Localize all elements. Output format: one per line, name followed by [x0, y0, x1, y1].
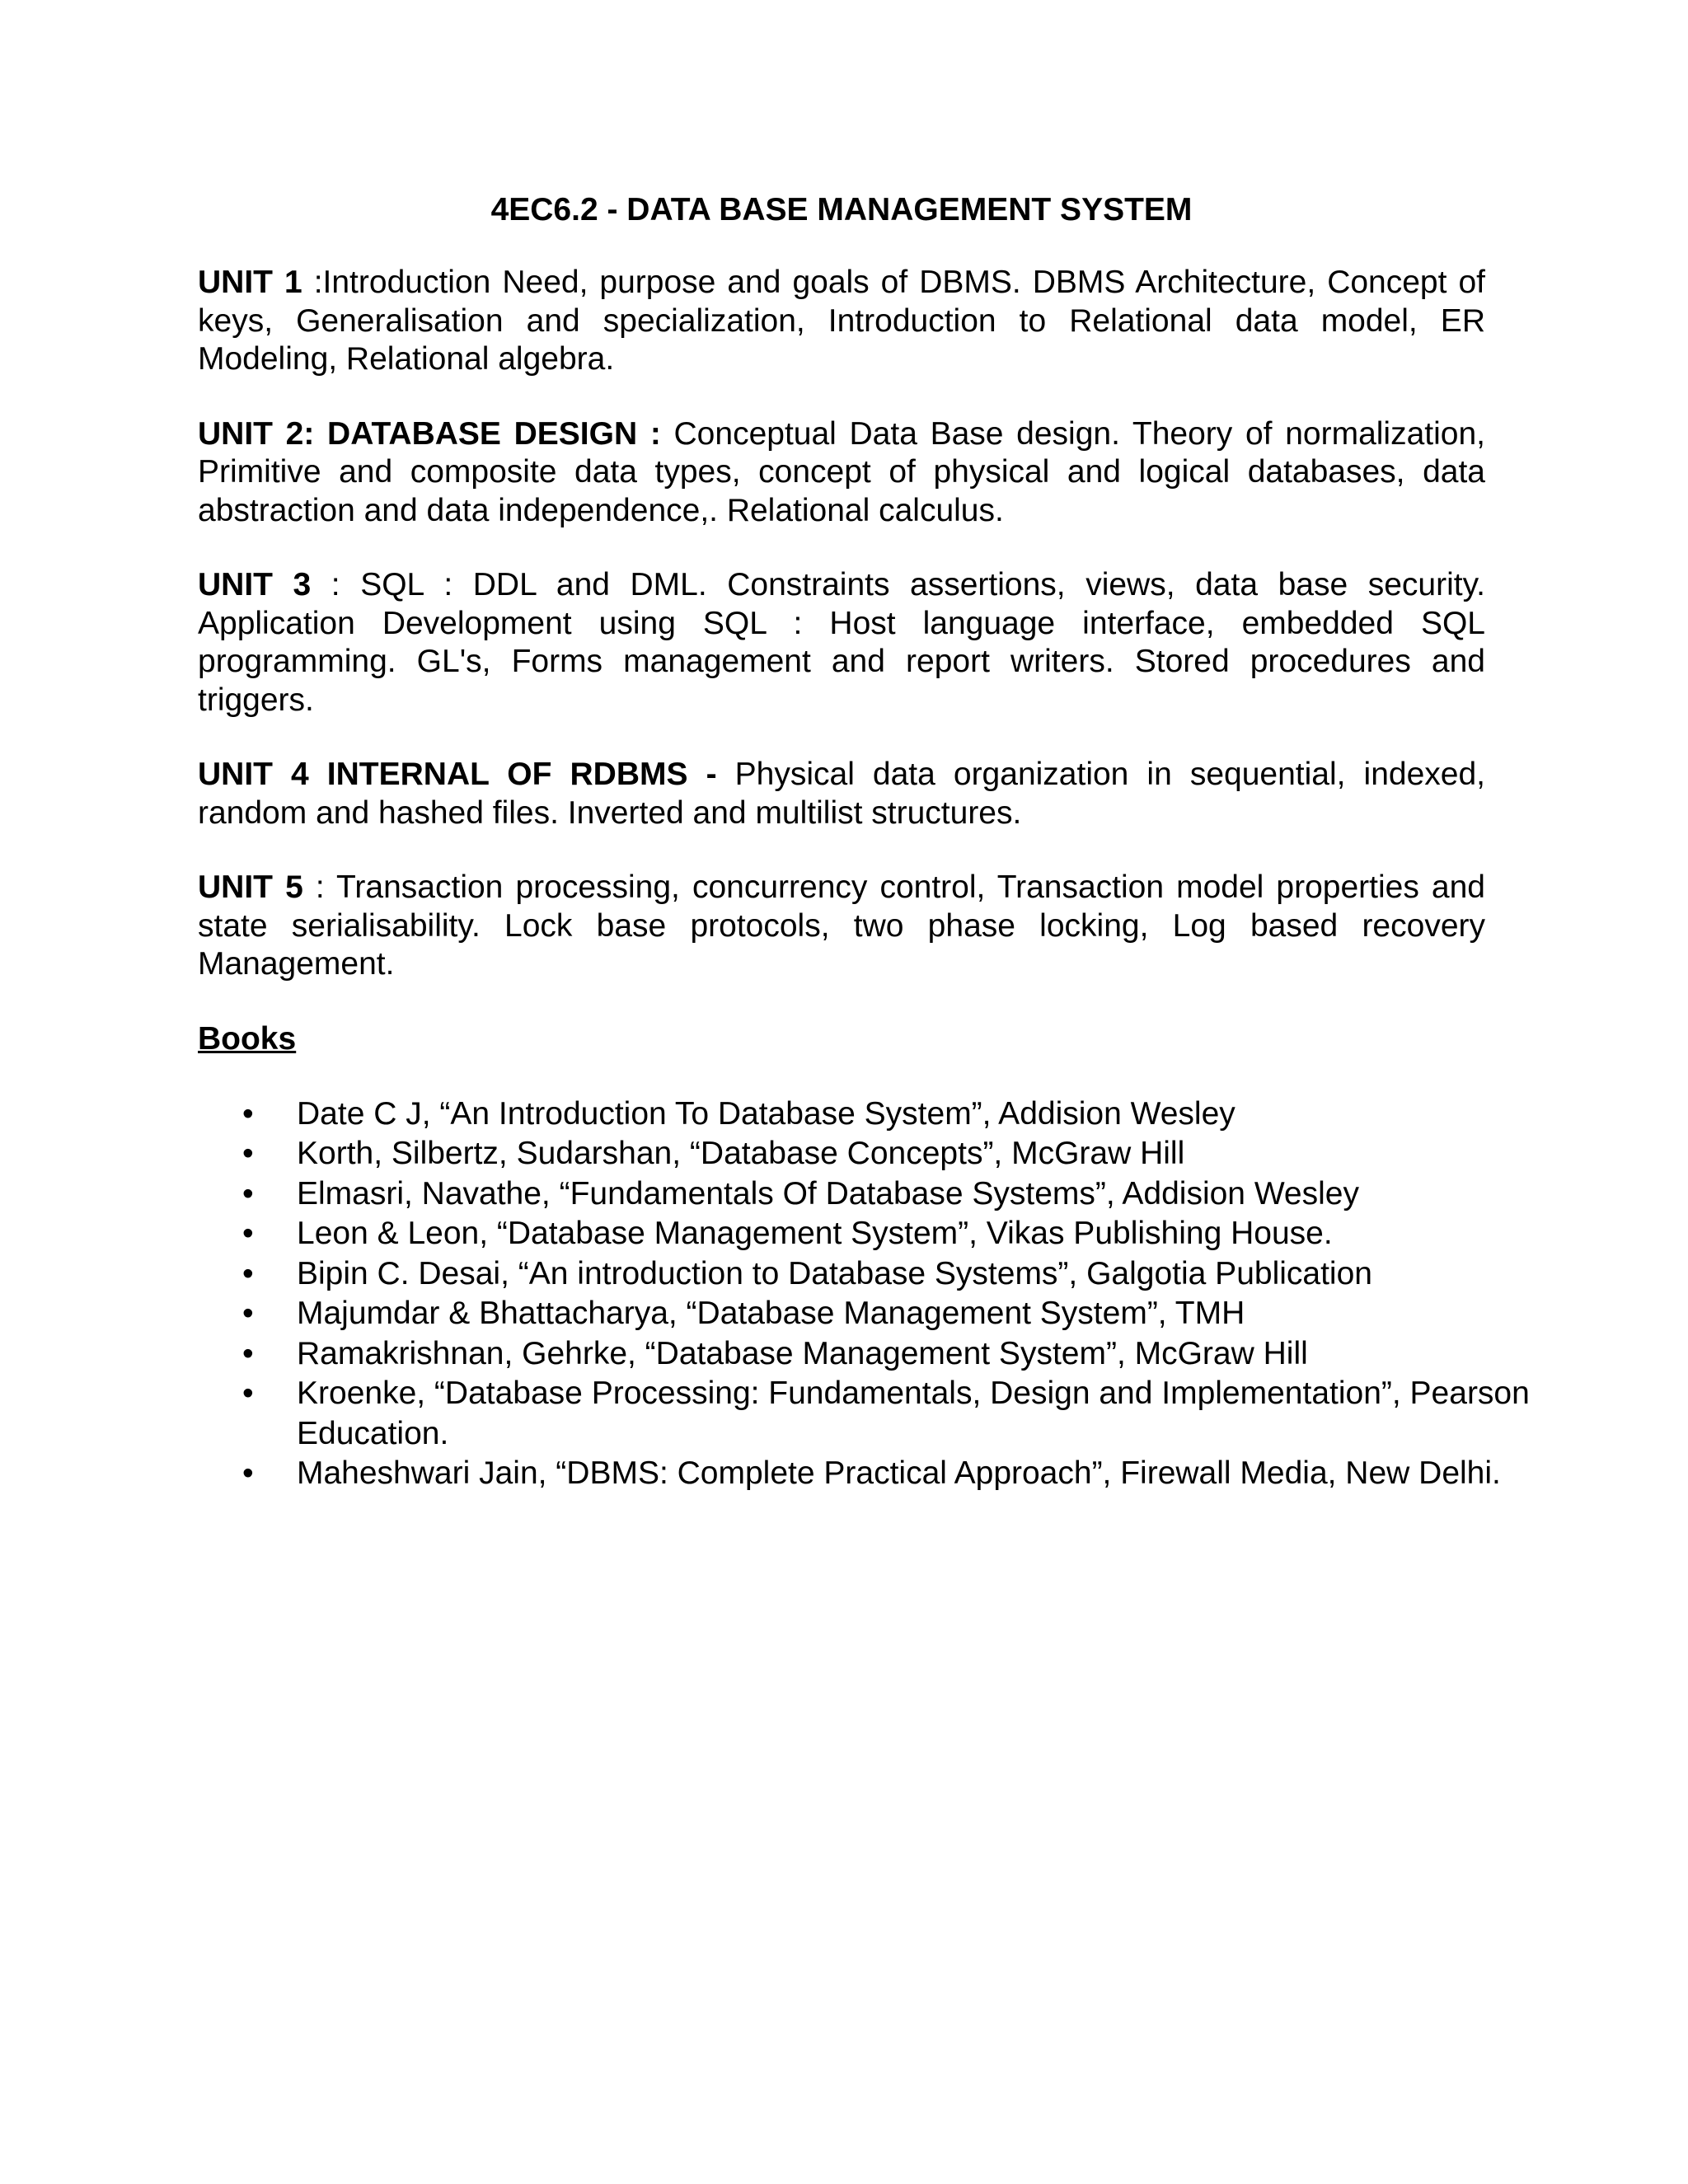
book-text: Leon & Leon, “Database Management System”, Vikas Publishing House.	[297, 1216, 1333, 1251]
unit-3-heading: UNIT 3	[198, 567, 312, 602]
list-item	[198, 1374, 1632, 1454]
page-title: 4EC6.2 - DATA BASE MANAGEMENT SYSTEM	[490, 192, 1193, 227]
unit-3-text: : SQL : DDL and DML. Constraints assertions, views, data base security. Application Development using SQL : Host language interface, embedded SQL programming. GL's, Forms management and report writers. Stored procedures and triggers.	[198, 567, 1486, 718]
bullet-icon: •	[242, 1136, 254, 1171]
unit-1-paragraph	[198, 264, 1485, 379]
list-item	[198, 1454, 1632, 1494]
unit-4-heading: UNIT 4 INTERNAL OF RDBMS -	[198, 757, 717, 792]
list-item	[198, 1254, 1632, 1295]
bullet-icon: •	[242, 1376, 254, 1411]
list-item	[198, 1214, 1632, 1254]
book-text: Majumdar & Bhattacharya, “Database Management System”, TMH	[297, 1296, 1245, 1331]
list-item	[198, 1334, 1632, 1375]
unit-2-heading: UNIT 2: DATABASE DESIGN :	[198, 415, 661, 452]
book-text: Maheshwari Jain, “DBMS: Complete Practical Approach”, Firewall Media, New Delhi.	[297, 1455, 1501, 1491]
bullet-icon: •	[242, 1095, 254, 1132]
list-item	[198, 1294, 1632, 1334]
unit-5-heading: UNIT 5	[198, 869, 303, 905]
bullet-icon: •	[242, 1296, 254, 1331]
unit-4-paragraph	[198, 756, 1485, 832]
list-item	[198, 1094, 1632, 1135]
book-text: Ramakrishnan, Gehrke, “Database Management System”, McGraw Hill	[297, 1335, 1308, 1371]
book-text: Korth, Silbertz, Sudarshan, “Database Concepts”, McGraw Hill	[297, 1136, 1185, 1171]
list-item	[198, 1174, 1632, 1215]
book-text: Elmasri, Navathe, “Fundamentals Of Database Systems”, Addision Wesley	[297, 1175, 1359, 1212]
book-text: Bipin C. Desai, “An introduction to Database Systems”, Galgotia Publication	[297, 1255, 1372, 1291]
book-text: Date C J, “An Introduction To Database System”, Addision Wesley	[297, 1095, 1236, 1132]
unit-3-paragraph	[198, 566, 1485, 719]
bullet-icon: •	[242, 1216, 254, 1251]
books-heading: Books	[198, 1020, 297, 1057]
books-list	[198, 1094, 1530, 1494]
bullet-icon: •	[242, 1255, 254, 1291]
unit-2-text: Conceptual Data Base design. Theory of normalization, Primitive and composite data types, concept of physical and logical databases, data abstraction and data independence,. Relational calculus.	[198, 415, 1485, 528]
unit-5-text: : Transaction processing, concurrency control, Transaction model properties and state serialisability. Lock base protocols, two phase locking, Log based recovery Management.	[198, 869, 1485, 982]
book-text: Kroenke, “Database Processing: Fundamentals, Design and Implementation”, Pearson Education.	[297, 1376, 1530, 1451]
bullet-icon: •	[242, 1335, 254, 1371]
bullet-icon: •	[242, 1175, 254, 1212]
list-item	[198, 1134, 1632, 1174]
unit-5-paragraph	[198, 869, 1485, 984]
unit-1-heading: UNIT 1	[198, 265, 302, 300]
bullet-icon: •	[242, 1455, 254, 1491]
unit-2-paragraph	[198, 415, 1485, 531]
unit-4-text: Physical data organization in sequential, indexed, random and hashed files. Inverted and multilist structures.	[198, 757, 1485, 831]
unit-1-text: :Introduction Need, purpose and goals of DBMS. DBMS Architecture, Concept of keys, Generalisation and specialization, Introduction to Relational data model, ER Modeling, Relational algebra.	[198, 265, 1485, 377]
document-page	[198, 191, 1530, 1494]
